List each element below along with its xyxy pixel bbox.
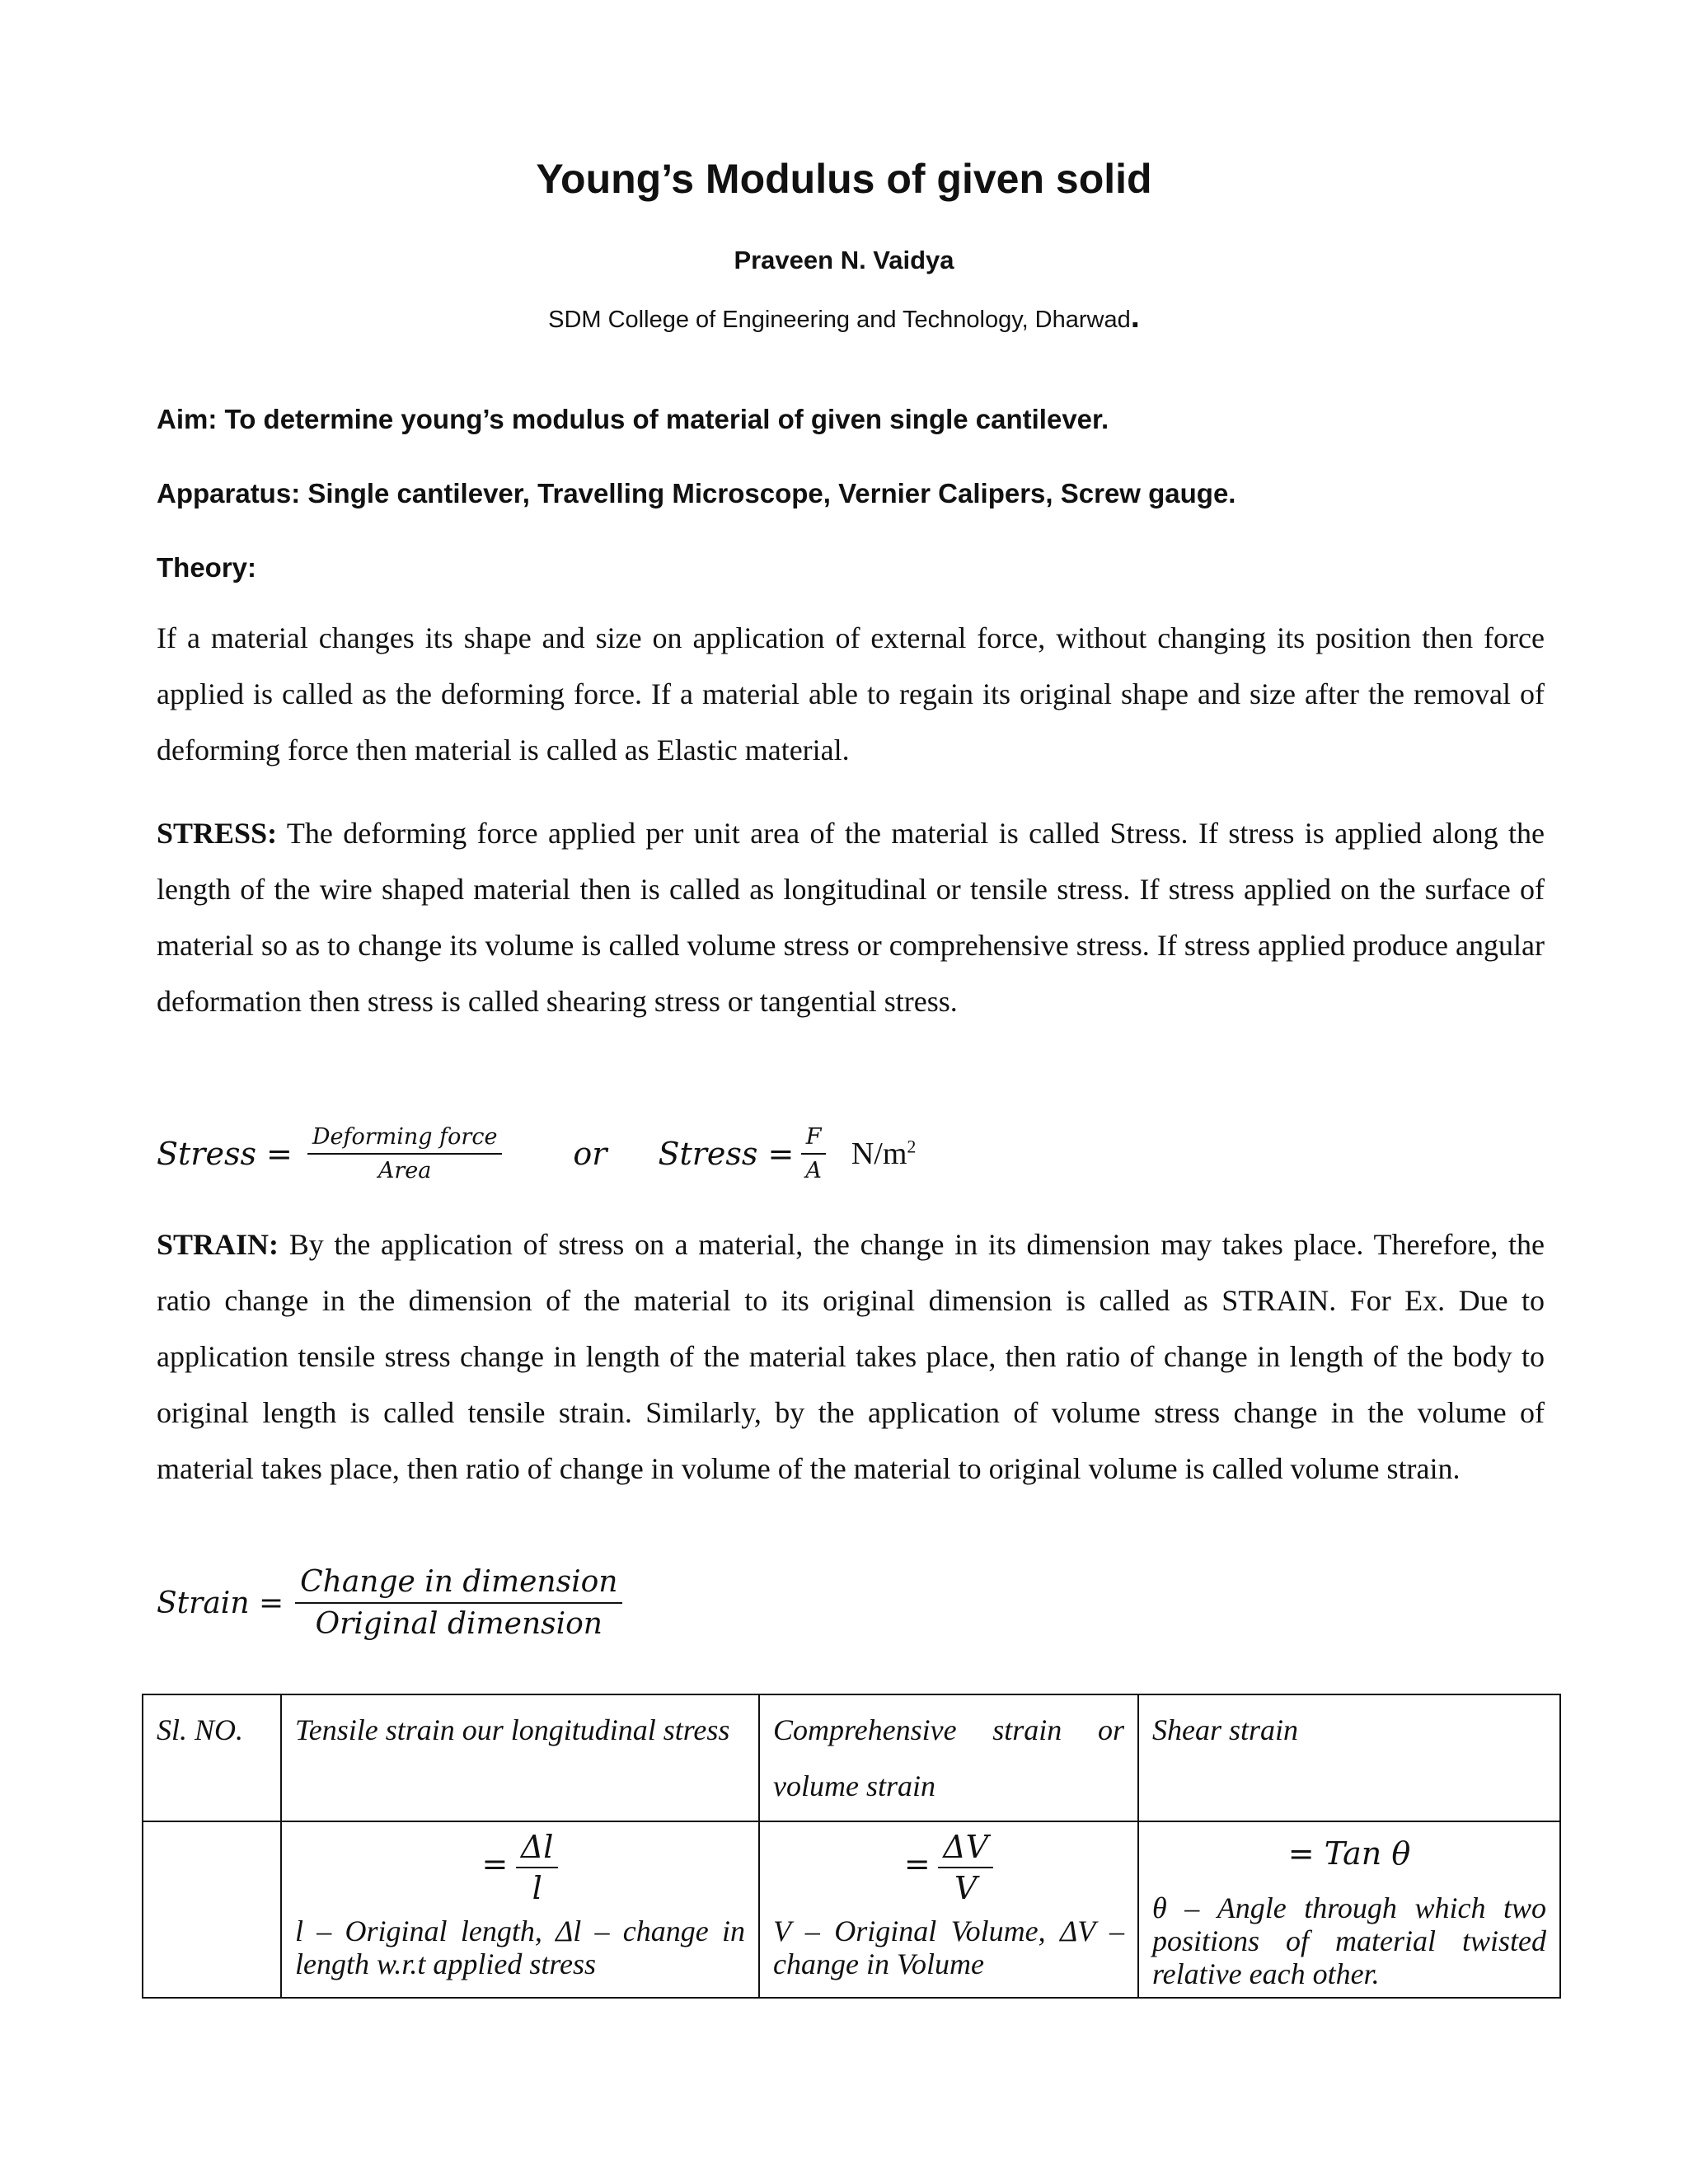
table-header-row — [143, 1694, 1560, 1821]
theory-heading: Theory: — [157, 552, 257, 583]
table-row — [143, 1821, 1560, 1998]
stress-equation — [157, 1113, 916, 1195]
apparatus-heading: Apparatus: Single cantilever, Travelling Microscope, Vernier Calipers, Screw gauge. — [157, 478, 1236, 509]
stress-eq-lhs: Stress = — [157, 1136, 293, 1172]
stress-eq-lhs-2: Stress = — [658, 1136, 795, 1172]
stress-denominator-2: A — [805, 1158, 822, 1183]
volume-formula — [773, 1830, 1124, 1905]
tensile-formula — [295, 1830, 745, 1905]
strain-denominator: Original dimension — [315, 1607, 603, 1641]
header-shear-strain: Shear strain — [1138, 1694, 1560, 1821]
tensile-fraction — [516, 1830, 559, 1905]
aim-heading: Aim: To determine young’s modulus of material of given single cantilever. — [157, 404, 1109, 434]
stress-text: The deforming force applied per unit area of the material is called Stress. If stress is applied along the length of the wire shaped material then is called as longitudinal or tensile stress. If stress applied on the surface of material so as to change its volume is called volume stress or comprehensive stress. If stress applied produce angular deformation then stress is called shearing stress or tangential stress. — [157, 817, 1545, 1018]
stress-fraction-2 — [800, 1124, 827, 1183]
affiliation-dot: . — [1130, 298, 1140, 335]
volume-eq-prefix: = — [903, 1845, 931, 1882]
strain-eq-lhs: Strain = — [157, 1586, 284, 1620]
affiliation-text: SDM College of Engineering and Technology, Dharwad — [548, 307, 1131, 333]
tensile-numerator: Δl — [516, 1830, 559, 1868]
header-sl-no: Sl. NO. — [143, 1694, 281, 1821]
header-tensile-strain: Tensile strain our longitudinal stress — [281, 1694, 759, 1821]
cell-shear — [1138, 1821, 1560, 1998]
stress-numerator: Deforming force — [307, 1124, 503, 1155]
cell-sl-no — [143, 1821, 281, 1998]
stress-numerator-2: F — [801, 1124, 827, 1155]
volume-description: V – Original Volume, ΔV – change in Volume — [773, 1915, 1124, 1980]
affiliation — [0, 298, 1688, 335]
cell-tensile — [281, 1821, 759, 1998]
stress-unit — [851, 1136, 917, 1172]
shear-formula: = Tan θ — [1287, 1835, 1411, 1872]
stress-denominator: Area — [377, 1158, 432, 1183]
tensile-denominator: l — [532, 1870, 542, 1906]
theory-paragraph: If a material changes its shape and size on application of external force, without changing its position then force applied is called as the deforming force. If a material able to regain its original shape and size after the removal of deforming force then material is called as Elastic material. — [157, 621, 1545, 766]
strain-table — [142, 1694, 1561, 1999]
volume-denominator: V — [954, 1870, 978, 1906]
stress-eq-or: or — [573, 1136, 607, 1172]
tensile-description: l – Original length, Δl – change in length w.r.t applied stress — [295, 1915, 745, 1980]
author-name: Praveen N. Vaidya — [734, 246, 954, 274]
stress-paragraph — [157, 805, 1545, 1029]
strain-fraction — [295, 1565, 622, 1641]
strain-numerator: Change in dimension — [295, 1565, 622, 1604]
stress-unit-base: N/m — [851, 1137, 907, 1171]
strain-equation — [157, 1554, 622, 1652]
strain-text: By the application of stress on a material, the change in its dimension may takes place. Therefore, the ratio change in the dimension of the material to its original dimension is called as STRAIN. For Ex. Due to application tensile stress change in length of the material takes place, then ratio of change in length of the body to original length is called tensile strain. Similarly, by the application of volume stress change in the volume of material takes place, then ratio of change in volume of the material to original volume is called volume strain. — [157, 1228, 1545, 1485]
header-volume-strain: Comprehensive strain or volume strain — [759, 1694, 1138, 1821]
strain-paragraph — [157, 1216, 1545, 1497]
volume-fraction — [938, 1830, 993, 1905]
strain-label: STRAIN: — [157, 1228, 279, 1261]
stress-unit-exponent: 2 — [907, 1136, 917, 1157]
page-title: Young’s Modulus of given solid — [536, 156, 1152, 202]
shear-description: θ – Angle through which two positions of material twisted relative each other. — [1152, 1891, 1546, 1990]
stress-label: STRESS: — [157, 817, 278, 850]
stress-fraction — [307, 1124, 503, 1183]
tensile-eq-prefix: = — [481, 1845, 509, 1882]
cell-volume — [759, 1821, 1138, 1998]
volume-numerator: ΔV — [938, 1830, 993, 1868]
